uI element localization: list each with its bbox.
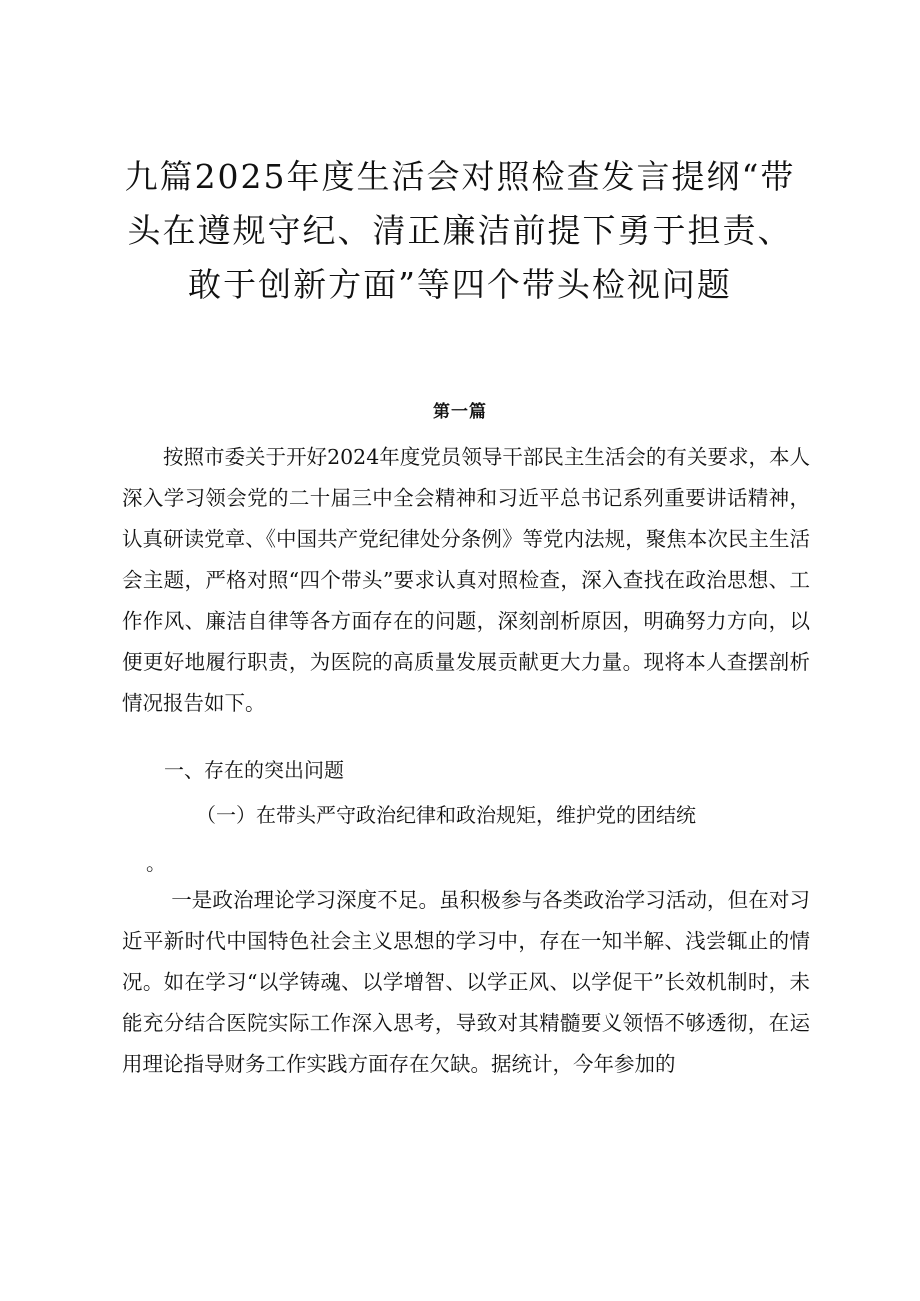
document-title: 九篇2025年度生活会对照检查发言提纲“带头在遵规守纪、清正廉洁前提下勇于担责、敢于创新方面”等四个带头检视问题 — [124, 157, 796, 304]
body-paragraph: 一是政治理论学习深度不足。虽积极参与各类政治学习活动，但在对习近平新时代中国特色社会主义思想的学习中，存在一知半解、浅尝辄止的情况。如在学习“以学铸魂、以学增智、以学正风、以学促干”长效机制时，未能充分结合医院实际工作深入思考，导致对其精髓要义领悟不够透彻，在运用理论指导财务工作实践方面存在欠缺。据统计，今年参加的 — [122, 888, 810, 1076]
intro-paragraph: 按照市委关于开好2024年度党员领导干部民主生活会的有关要求，本人深入学习领会党的二十届三中全会精神和习近平总书记系列重要讲话精神，认真研读党章、《中国共产党纪律处分条例》等党内法规，聚焦本次民主生活会主题，严格对照“四个带头”要求认真对照检查，深入查找在政治思想、工作作风、廉洁自律等各方面存在的问题，深刻剖析原因，明确努力方向，以便更好地履行职责，为医院的高质量发展贡献更大力量。现将本人查摆剖析情况报告如下。 — [122, 445, 810, 715]
heading-level-2: （一）在带头严守政治纪律和政治规矩，维护党的团结统 — [196, 803, 696, 827]
stray-punctuation: 。 — [146, 851, 166, 875]
section-label: 第一篇 — [433, 402, 487, 422]
heading-level-1: 一、存在的突出问题 — [164, 758, 344, 782]
